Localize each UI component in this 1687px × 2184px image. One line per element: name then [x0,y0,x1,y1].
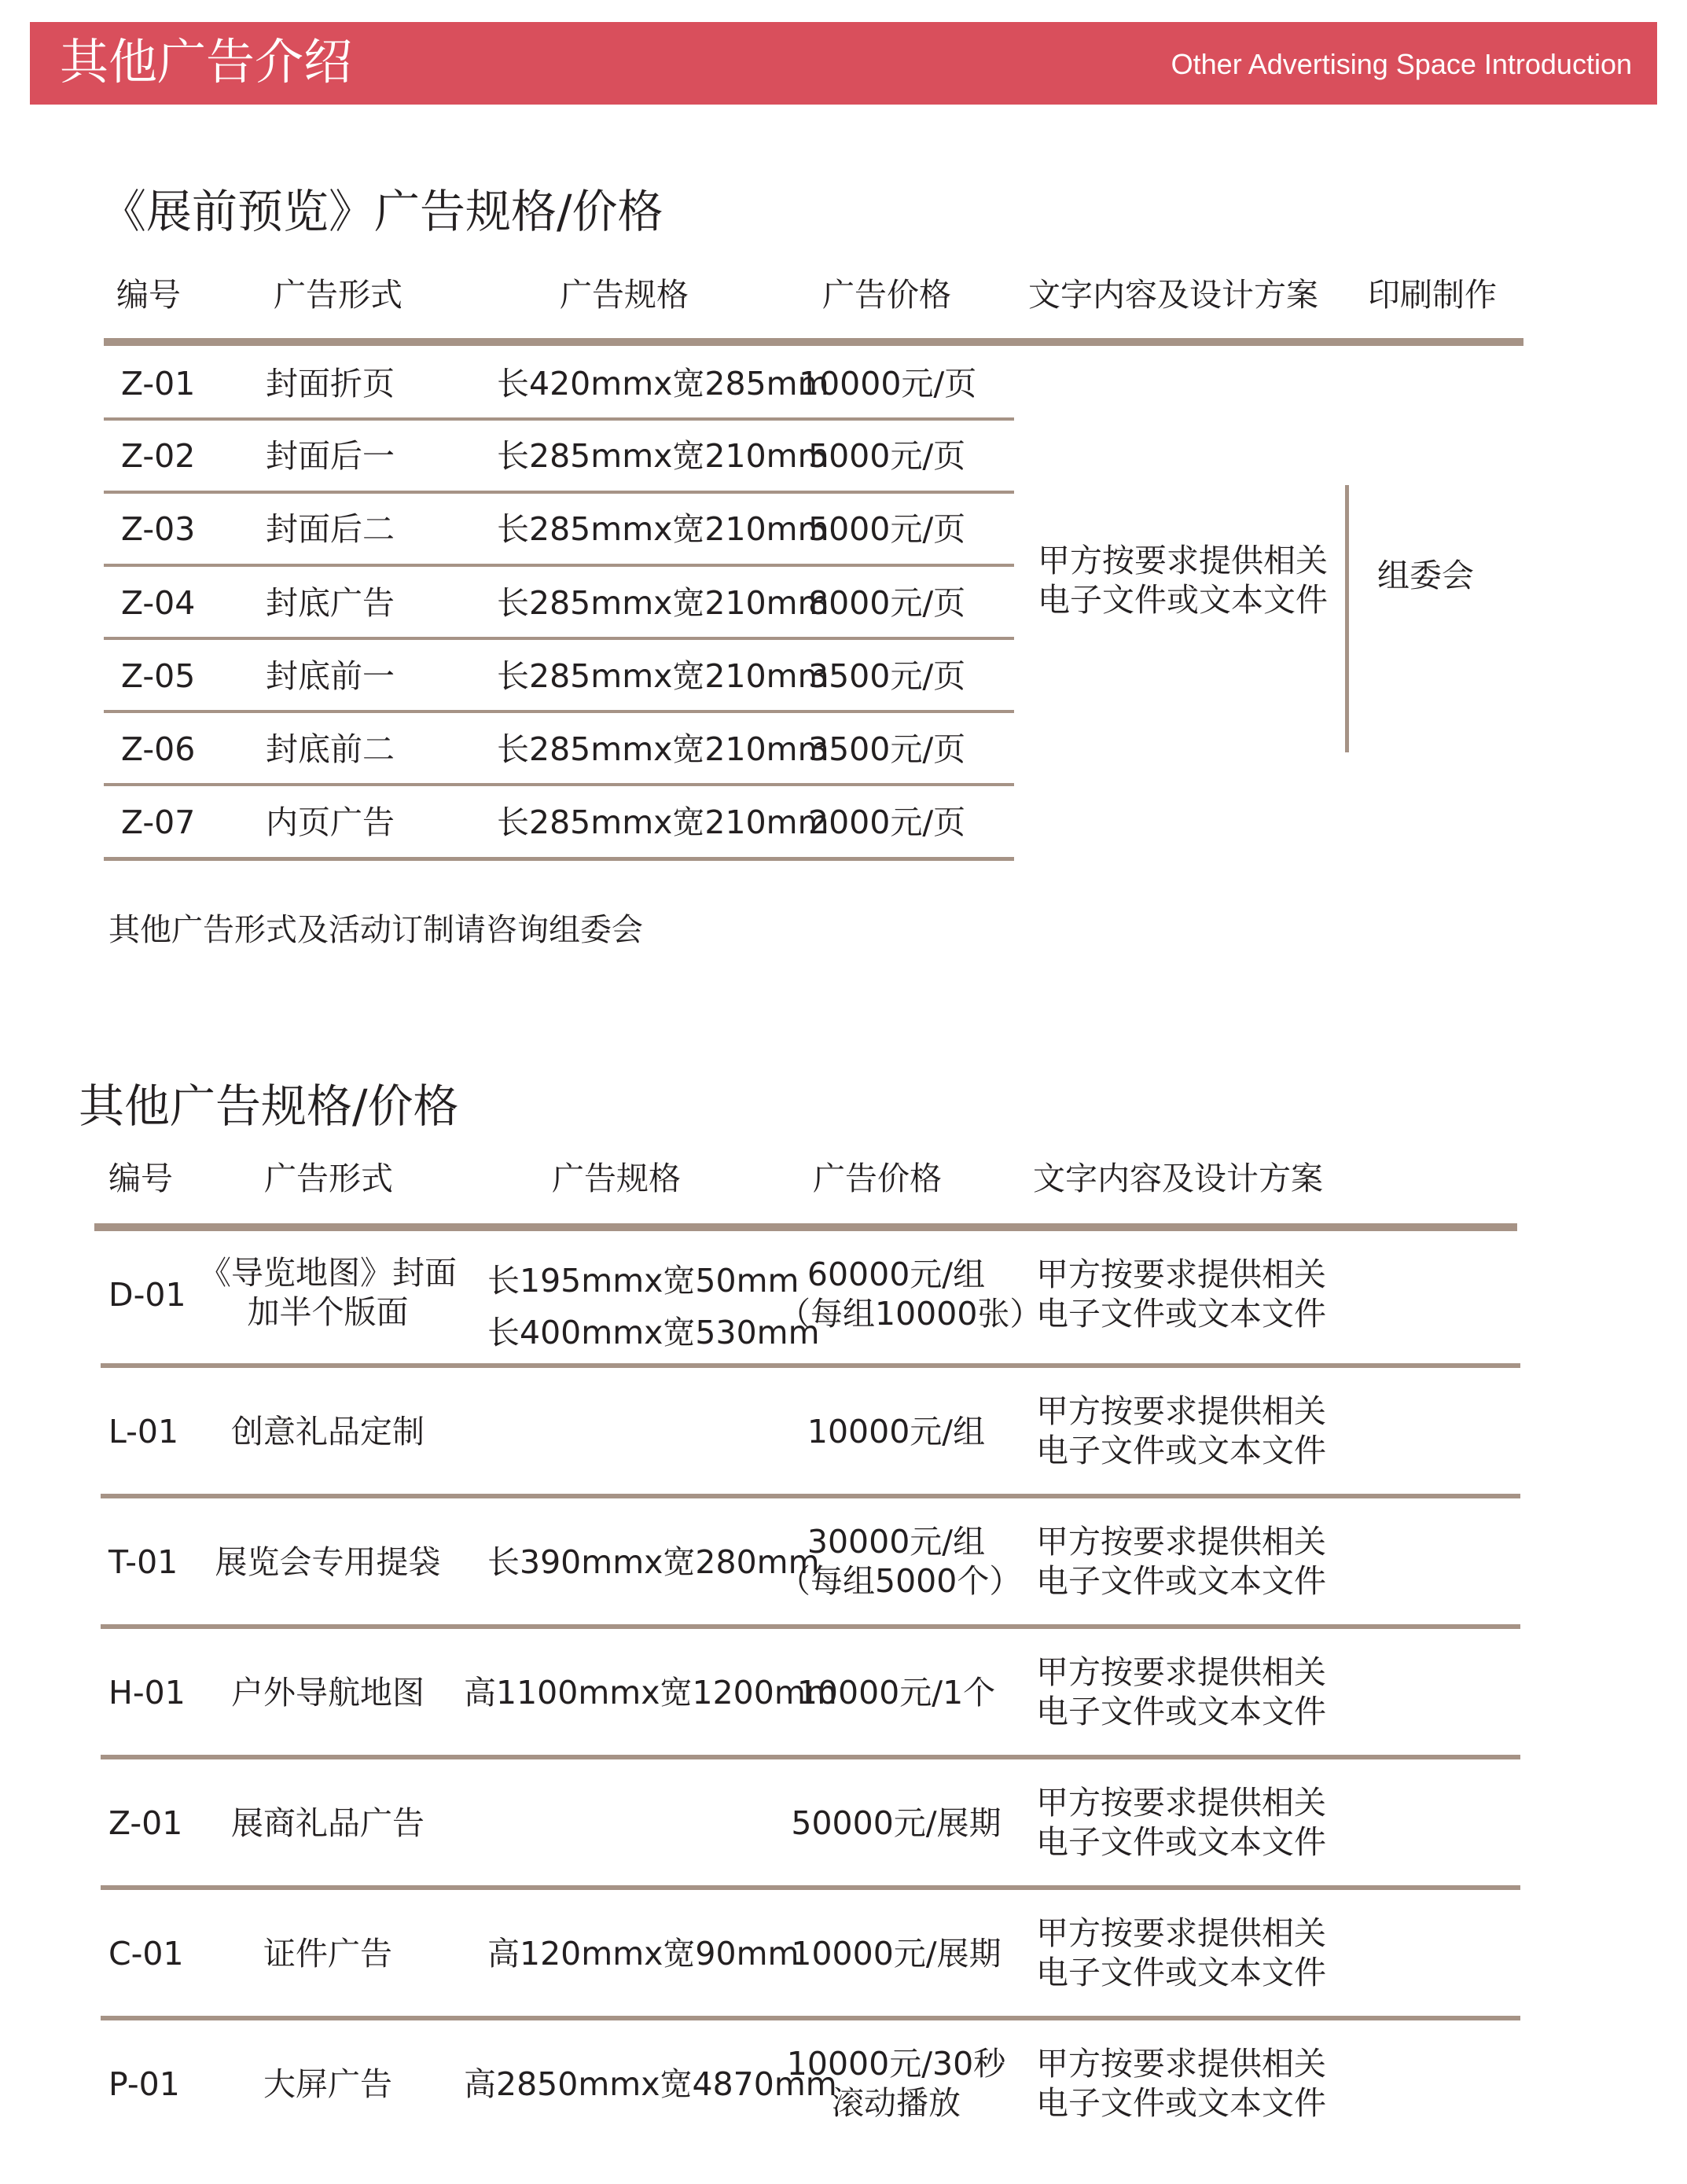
spec-line: 长390mmx宽280mm [487,1543,820,1581]
row-spec: 长285mmx宽210mm [497,803,829,841]
row-divider [104,857,1014,861]
row-design [1036,1783,1326,1862]
row-divider [101,1885,1520,1890]
other-section-title: 其他广告规格/价格 [79,1079,459,1133]
catalog-col-price: 广告价格 [822,276,951,314]
design-line: 电子文件或文本文件 [1036,1823,1326,1861]
header-bar [30,22,1657,105]
form-line: 大屏广告 [263,2065,392,2103]
row-form: 封面后二 [266,510,395,548]
row-form: 封面折页 [266,365,395,403]
catalog-section-title: 《展前预览》广告规格/价格 [101,185,663,238]
row-divider [104,710,1014,713]
form-line: 户外导航地图 [231,1674,425,1712]
row-price: 3500元/页 [808,657,966,695]
catalog-design-note [1038,541,1328,620]
row-code: Z-04 [121,584,196,622]
row-code: D-01 [108,1276,186,1314]
price-line: 滚动播放 [832,2084,961,2122]
row-code: H-01 [108,1674,186,1712]
row-code: Z-07 [121,803,196,841]
row-code: Z-01 [121,365,196,403]
row-code: Z-02 [121,437,196,475]
form-line: 《导览地图》封面 [199,1254,457,1292]
form-line: 展览会专用提袋 [215,1543,441,1581]
row-design [1036,1522,1326,1601]
row-code: C-01 [108,1935,184,1973]
row-price [778,1934,1014,1973]
form-line: 创意礼品定制 [231,1413,425,1450]
spec-line: 长195mmx宽50mm [487,1262,799,1300]
design-line: 甲方按要求提供相关 [1036,1256,1326,1293]
design-line: 电子文件或文本文件 [1036,1562,1326,1600]
row-code: P-01 [108,2065,180,2103]
row-divider [101,1363,1520,1368]
catalog-col-code: 编号 [116,276,181,314]
row-price [778,1522,1022,1601]
row-price: 3500元/页 [808,730,966,768]
header-subtitle: Other Advertising Space Introduction [1171,48,1632,80]
row-price: 8000元/页 [808,584,966,622]
row-price: 2000元/页 [808,803,966,841]
row-form [198,1803,458,1843]
row-form: 内页广告 [266,803,395,841]
spec-line: 高2850mmx宽4870mm [464,2065,837,2103]
catalog-vertical-divider [1345,485,1349,752]
other-header-rule [94,1223,1517,1231]
row-price: 10000元/页 [799,365,977,403]
row-divider [104,564,1014,567]
row-price [778,1412,1014,1451]
row-design [1036,2044,1326,2123]
row-price: 5000元/页 [808,437,966,475]
row-divider [101,1494,1520,1498]
design-line: 甲方按要求提供相关 [1036,1653,1326,1691]
design-line: 甲方按要求提供相关 [1036,1523,1326,1561]
row-spec: 长420mmx宽285mm [497,365,829,403]
other-col-design: 文字内容及设计方案 [1033,1160,1323,1197]
design-line: 电子文件或文本文件 [1036,1954,1326,1991]
row-spec [487,1542,820,1582]
row-divider [101,1624,1520,1629]
design-line: 甲方按要求提供相关 [1036,1914,1326,1952]
catalog-col-printing: 印刷制作 [1368,276,1497,314]
catalog-footnote: 其他广告形式及活动订制请咨询组委会 [108,912,643,948]
row-form [198,1934,458,1973]
other-col-price: 广告价格 [813,1160,942,1197]
row-form [198,2065,458,2104]
other-col-code: 编号 [108,1160,173,1197]
spec-line: 长400mmx宽530mm [487,1314,820,1351]
row-design [1036,1392,1326,1470]
row-price [778,2044,1014,2123]
row-spec [464,1673,837,1712]
row-form [198,1673,458,1712]
row-code: Z-06 [121,730,196,768]
row-spec [464,2065,837,2104]
row-spec [487,1934,799,1973]
price-line: 10000元/1个 [796,1674,996,1712]
row-divider [104,637,1014,640]
design-line: 电子文件或文本文件 [1036,1432,1326,1469]
row-design [1036,1255,1326,1333]
row-code: Z-03 [121,510,196,548]
row-code: Z-01 [108,1804,183,1842]
price-line: 10000元/展期 [791,1935,1002,1973]
row-price [778,1255,1042,1333]
row-price [778,1673,1014,1712]
row-design [1036,1653,1326,1731]
row-form [198,1542,458,1582]
row-divider [104,417,1014,421]
header-title: 其他广告介绍 [60,33,353,90]
row-form [198,1253,458,1332]
price-line: 10000元/组 [807,1413,986,1450]
spec-line: 高120mmx宽90mm [487,1935,799,1973]
spec-line: 高1100mmx宽1200mm [464,1674,837,1712]
price-line: 30000元/组 [807,1523,986,1561]
design-line: 电子文件或文本文件 [1036,1693,1326,1730]
catalog-col-design: 文字内容及设计方案 [1028,276,1318,314]
row-code: T-01 [108,1543,178,1581]
catalog-col-form: 广告形式 [274,276,402,314]
form-line: 证件广告 [263,1935,392,1973]
row-divider [101,1755,1520,1759]
price-line: （每组5000个） [778,1562,1022,1600]
design-line: 甲方按要求提供相关 [1036,1392,1326,1430]
design-note-line: 甲方按要求提供相关 [1038,542,1328,579]
row-form [198,1412,458,1451]
row-code: L-01 [108,1413,179,1450]
design-line: 甲方按要求提供相关 [1036,1784,1326,1822]
row-spec: 长285mmx宽210mm [497,657,829,695]
design-line: 甲方按要求提供相关 [1036,2045,1326,2083]
row-price: 5000元/页 [808,510,966,548]
design-note-line: 电子文件或文本文件 [1038,581,1328,619]
price-line: 50000元/展期 [791,1804,1002,1842]
row-divider [104,491,1014,494]
design-line: 电子文件或文本文件 [1036,2084,1326,2122]
row-code: Z-05 [121,657,196,695]
catalog-col-spec: 广告规格 [560,276,689,314]
row-design [1036,1914,1326,1992]
row-form: 封面后一 [266,437,395,475]
row-spec: 长285mmx宽210mm [497,510,829,548]
price-line: 60000元/组 [807,1256,986,1293]
row-spec [487,1255,820,1359]
row-form: 封底前二 [266,730,395,768]
design-line: 电子文件或文本文件 [1036,1295,1326,1333]
price-line: （每组10000张） [778,1295,1042,1333]
row-form: 封底广告 [266,584,395,622]
catalog-header-rule [104,338,1523,346]
row-divider [101,2016,1520,2020]
row-spec: 长285mmx宽210mm [497,584,829,622]
row-divider [104,783,1014,786]
other-col-spec: 广告规格 [552,1160,681,1197]
row-form: 封底前一 [266,657,395,695]
form-line: 加半个版面 [247,1293,409,1331]
price-line: 10000元/30秒 [786,2045,1006,2083]
form-line: 展商礼品广告 [231,1804,425,1842]
row-spec: 长285mmx宽210mm [497,437,829,475]
other-col-form: 广告形式 [264,1160,393,1197]
catalog-printing-value: 组委会 [1377,557,1474,594]
row-price [778,1803,1014,1843]
row-spec: 长285mmx宽210mm [497,730,829,768]
